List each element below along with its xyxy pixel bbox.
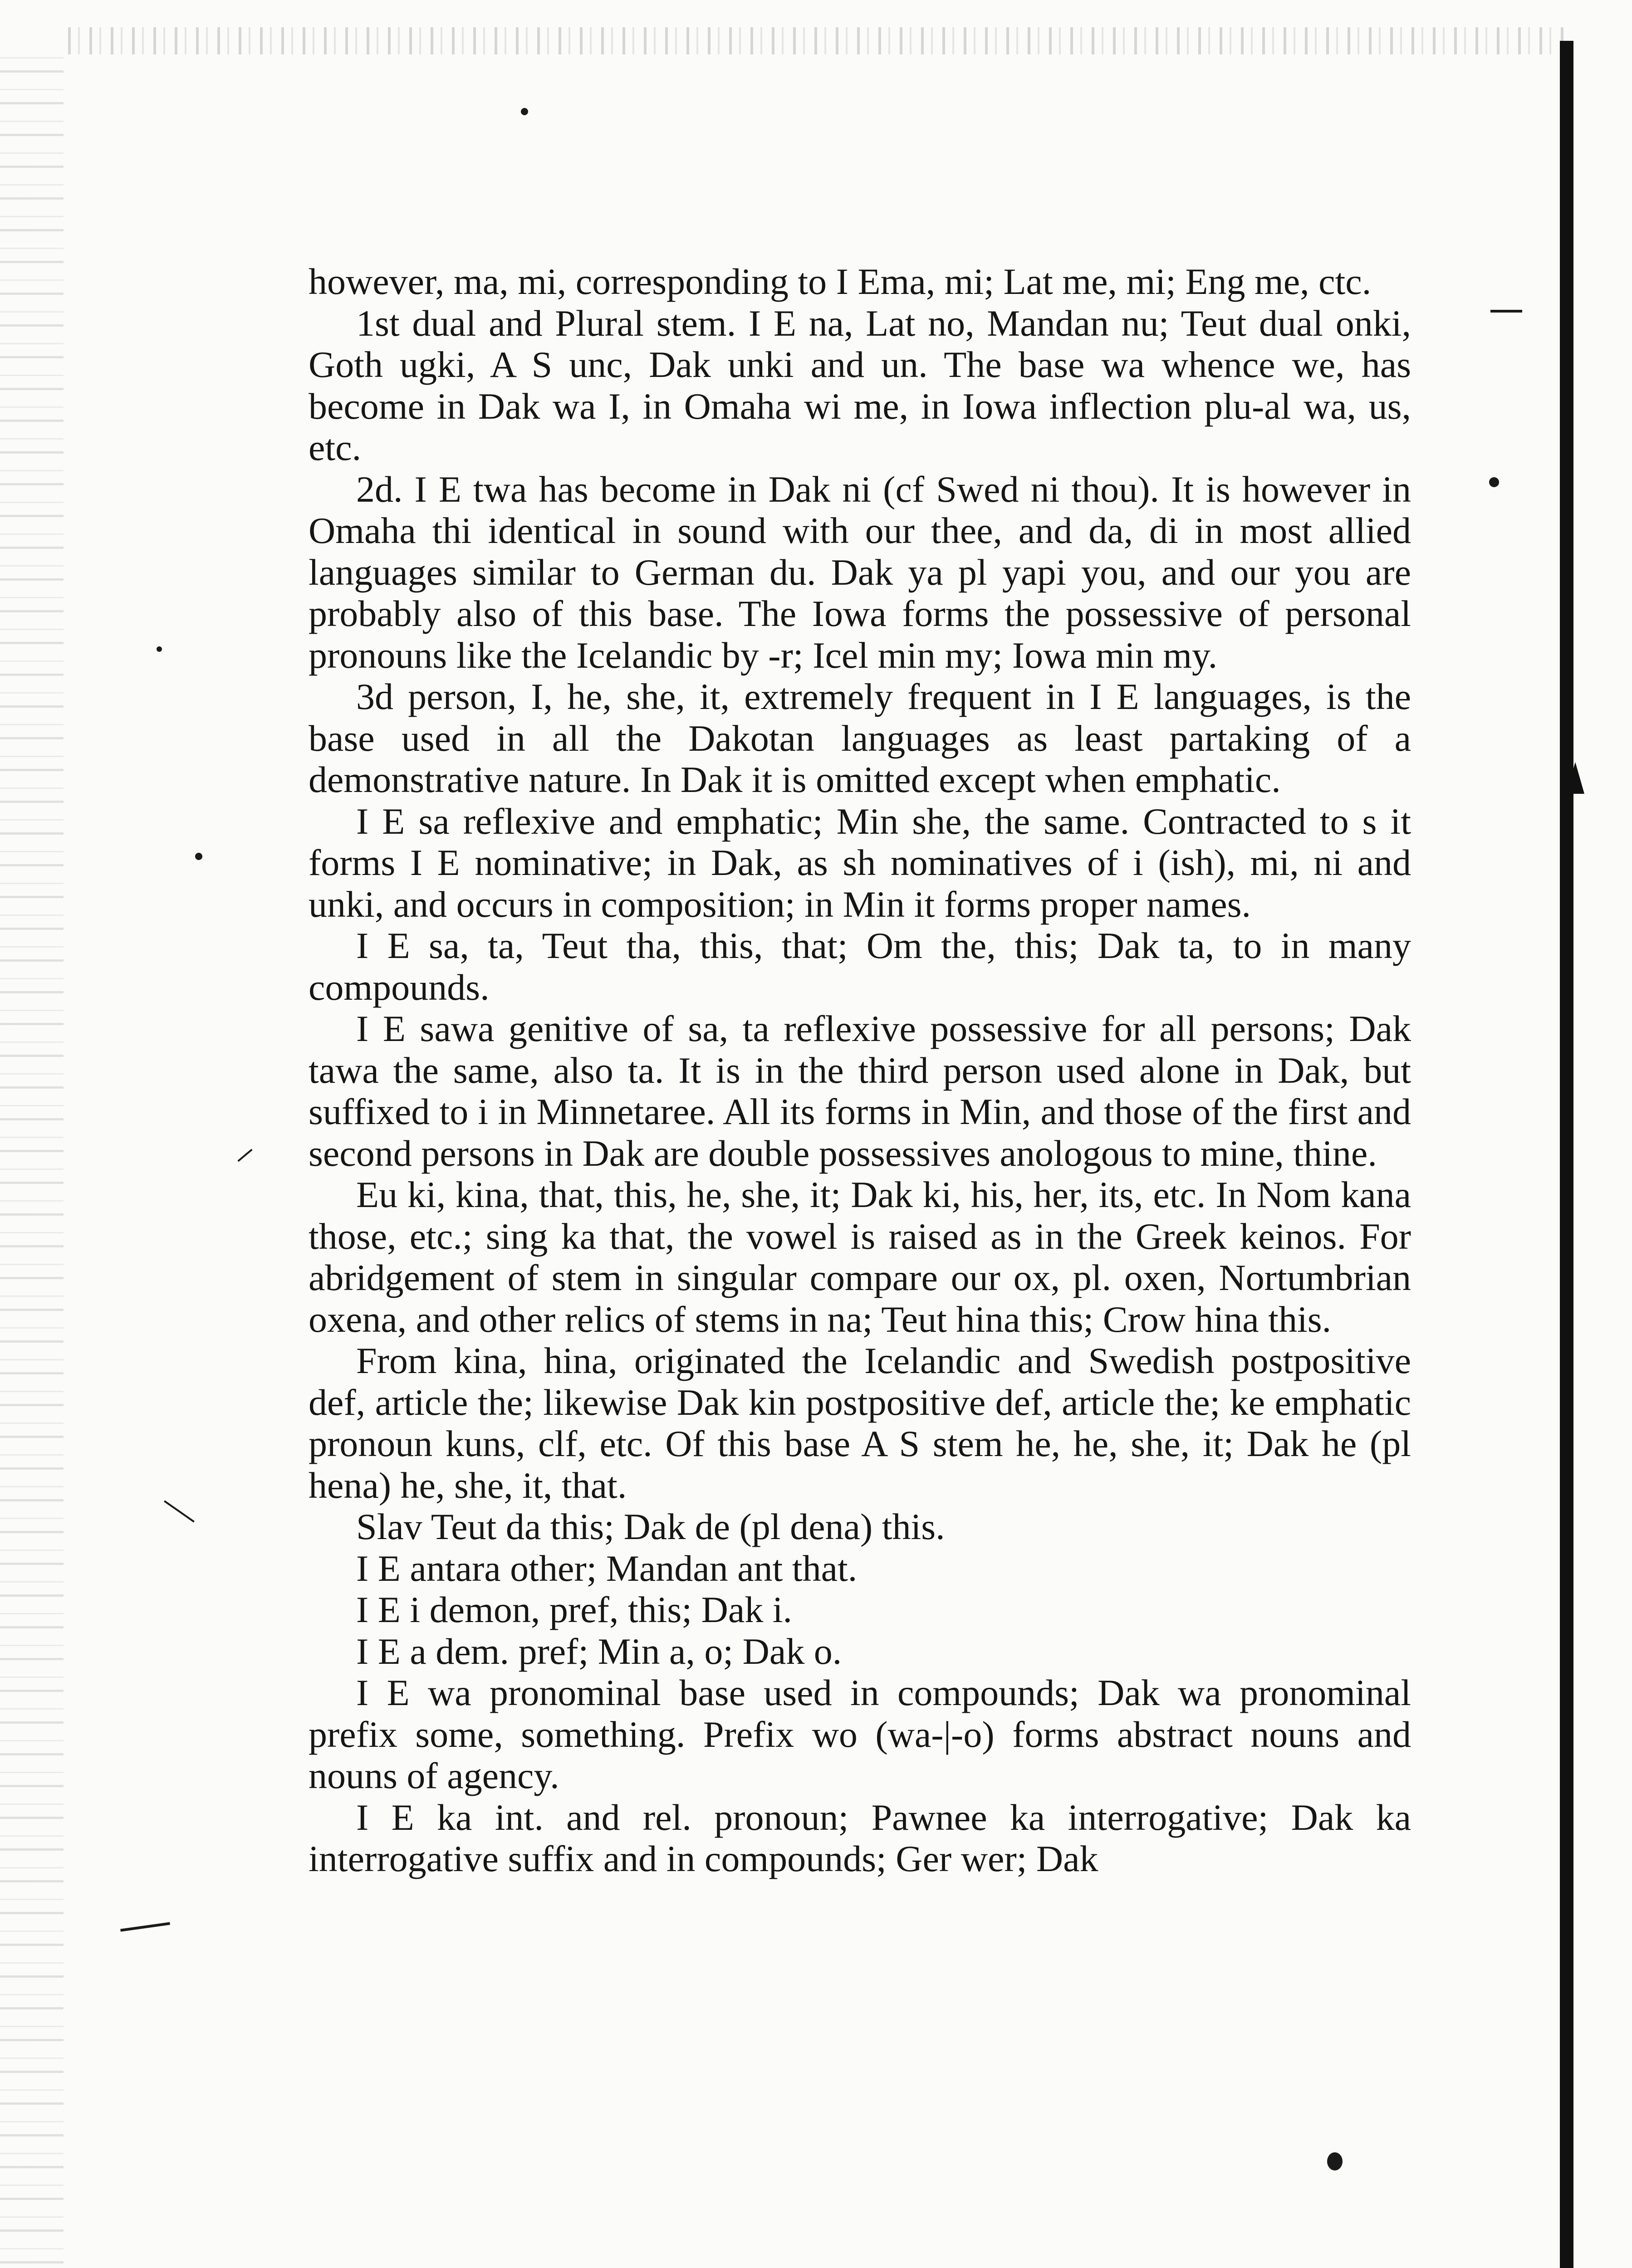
paragraph: 2d. I E twa has become in Dak ni (cf Swed ni thou). It is however in Omaha thi identical in sound with our thee, and da, di in most allied languages similar to German du. Dak ya pl yapi you, and our you are probably also of this base. The Iowa forms the possessive of personal pronouns like the Icelandic by -r; Icel min my; Iowa min my. <box>309 468 1411 676</box>
page-body-text <box>309 261 1411 1880</box>
page-right-rule <box>1560 41 1573 2268</box>
ink-speck <box>157 646 162 652</box>
ink-speck <box>521 108 528 115</box>
paragraph: Eu ki, kina, that, this, he, she, it; Dak ki, his, her, its, etc. In Nom kana those, etc.; sing ka that, the vowel is raised as in the Greek keinos. For abridgement of stem in singular compare our ox, pl. oxen, Nortumbrian oxena, and other relics of stems in na; Teut hina this; Crow hina this. <box>309 1174 1411 1340</box>
ink-speck <box>1489 477 1499 487</box>
paragraph: however, ma, mi, corresponding to I Ema, mi; Lat me, mi; Eng me, ctc. <box>309 261 1372 302</box>
page-top-edge <box>68 27 1565 54</box>
paragraph: I E a dem. pref; Min a, o; Dak o. <box>356 1630 842 1672</box>
page-right-notch <box>1566 762 1584 794</box>
margin-mark <box>164 1500 195 1522</box>
paragraph: 3d person, I, he, she, it, extremely frequent in I E languages, is the base used in all the Dakotan languages as least partaking of a demonstrative nature. In Dak it is omitted except when emphatic. <box>309 676 1411 800</box>
paragraph: I E antara other; Mandan ant that. <box>356 1547 858 1589</box>
paragraph: I E i demon, pref, this; Dak i. <box>356 1589 793 1630</box>
ink-speck <box>195 853 202 860</box>
paragraph: I E sa, ta, Teut tha, this, that; Om the, this; Dak ta, to in many compounds. <box>309 925 1411 1008</box>
margin-mark <box>120 1922 170 1931</box>
paragraph: 1st dual and Plural stem. I E na, Lat no, Mandan nu; Teut dual onki, Goth ugki, A S unc, Dak unki and un. The base wa whence we, has become in Dak wa I, in Omaha wi me, in Iowa inflection plu-al wa, us, etc. <box>309 302 1411 468</box>
paragraph: I E ka int. and rel. pronoun; Pawnee ka interrogative; Dak ka interrogative suffix and in compounds; Ger wer; Dak <box>309 1796 1411 1879</box>
margin-mark <box>1490 310 1522 313</box>
paragraph: I E sawa genitive of sa, ta reflexive possessive for all persons; Dak tawa the same, also ta. It is in the third person used alone in Dak, but suffixed to i in Minnetaree. All its forms in Min, and those of the first and second persons in Dak are double possessives anologous to mine, thine. <box>309 1008 1411 1174</box>
paragraph: Slav Teut da this; Dak de (pl dena) this. <box>356 1506 945 1547</box>
paragraph: From kina, hina, originated the Icelandic and Swedish postpositive def, article the; likewise Dak kin postpositive def, article the; ke emphatic pronoun kuns, clf, etc. Of this base A S stem he, he, she, it; Dak he (pl hena) he, she, it, that. <box>309 1340 1411 1506</box>
page-left-edge <box>0 54 64 2268</box>
paragraph: I E sa reflexive and emphatic; Min she, the same. Contracted to s it forms I E nominative; in Dak, as sh nominatives of i (ish), mi, ni and unki, and occurs in composition; in Min it forms proper names. <box>309 800 1411 925</box>
paragraph: I E wa pronominal base used in compounds; Dak wa pronominal prefix some, something. Prefix wo (wa-|-o) forms abstract nouns and nouns of agency. <box>309 1672 1411 1796</box>
margin-mark <box>237 1149 252 1162</box>
ink-speck <box>1327 2152 1343 2170</box>
